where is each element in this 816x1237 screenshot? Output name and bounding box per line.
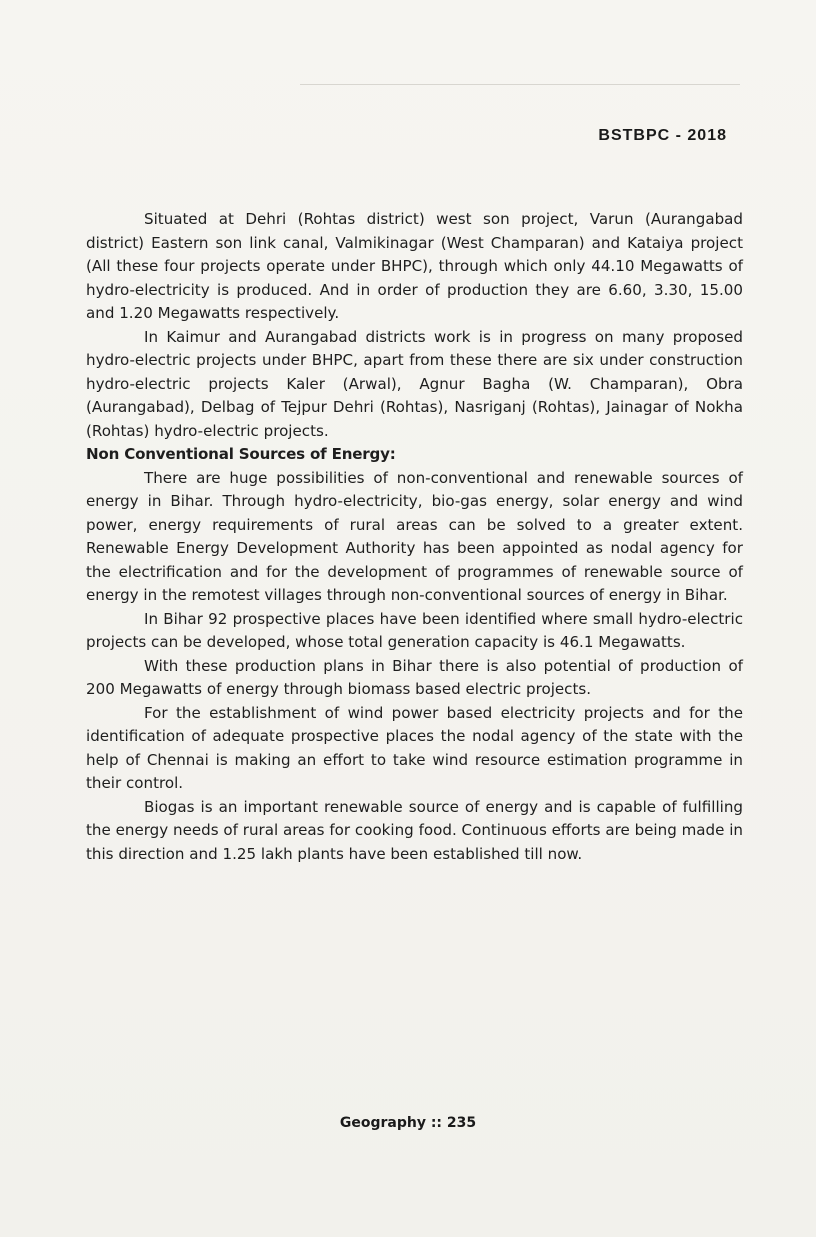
section-heading-non-conventional: Non Conventional Sources of Energy: [86, 445, 396, 463]
paragraph-renewable-possibilities: There are huge possibilities of non-conventional and renewable sources of energy in Bihar. Through hydro-electricity, bio-gas energy, solar energy and wind power, energy requirements of rural areas can be solved to a greater extent. Renewable Energy Development Authority has been appointed as nodal agency for the electrification and for the development of programmes of renewable source of energy in the remotest villages through non-conventional sources of energy in Bihar. [86, 468, 743, 604]
paragraph-kaimur-projects: In Kaimur and Aurangabad districts work is in progress on many proposed hydro-electric projects under BHPC, apart from these there are six under construction hydro-electric projects Kaler (Arwal), Agnur Bagha (W. Champaran), Obra (Aurangabad), Delbag of Tejpur Dehri (Rohtas), Nasriganj (Rohtas), Jainagar of Nokha (Rohtas) hydro-electric projects. [86, 327, 743, 440]
body-text [86, 208, 743, 866]
header-rule [300, 84, 740, 85]
paragraph-biomass: With these production plans in Bihar there is also potential of production of 200 Megawatts of energy through biomass based electric projects. [86, 656, 743, 698]
header-code: BSTBPC - 2018 [598, 127, 727, 144]
paragraph-prospective-places: In Bihar 92 prospective places have been identified where small hydro-electric projects can be developed, whose total generation capacity is 46.1 Megawatts. [86, 609, 743, 651]
paragraph-biogas: Biogas is an important renewable source of energy and is capable of fulfilling the energy needs of rural areas for cooking food. Continuous efforts are being made in this direction and 1.25 lakh plants have been established till now. [86, 797, 743, 863]
paragraph-dehri-projects: Situated at Dehri (Rohtas district) west son project, Varun (Aurangabad district) Eastern son link canal, Valmikinagar (West Champaran) and Kataiya project (All these four projects operate under BHPC), through which only 44.10 Megawatts of hydro-electricity is produced. And in order of production they are 6.60, 3.30, 15.00 and 1.20 Megawatts respectively. [86, 210, 743, 322]
page-footer: Geography :: 235 [339, 1115, 477, 1131]
paragraph-wind-power: For the establishment of wind power based electricity projects and for the identification of adequate prospective places the nodal agency of the state with the help of Chennai is making an effort to take wind resource estimation programme in their control. [86, 703, 743, 792]
